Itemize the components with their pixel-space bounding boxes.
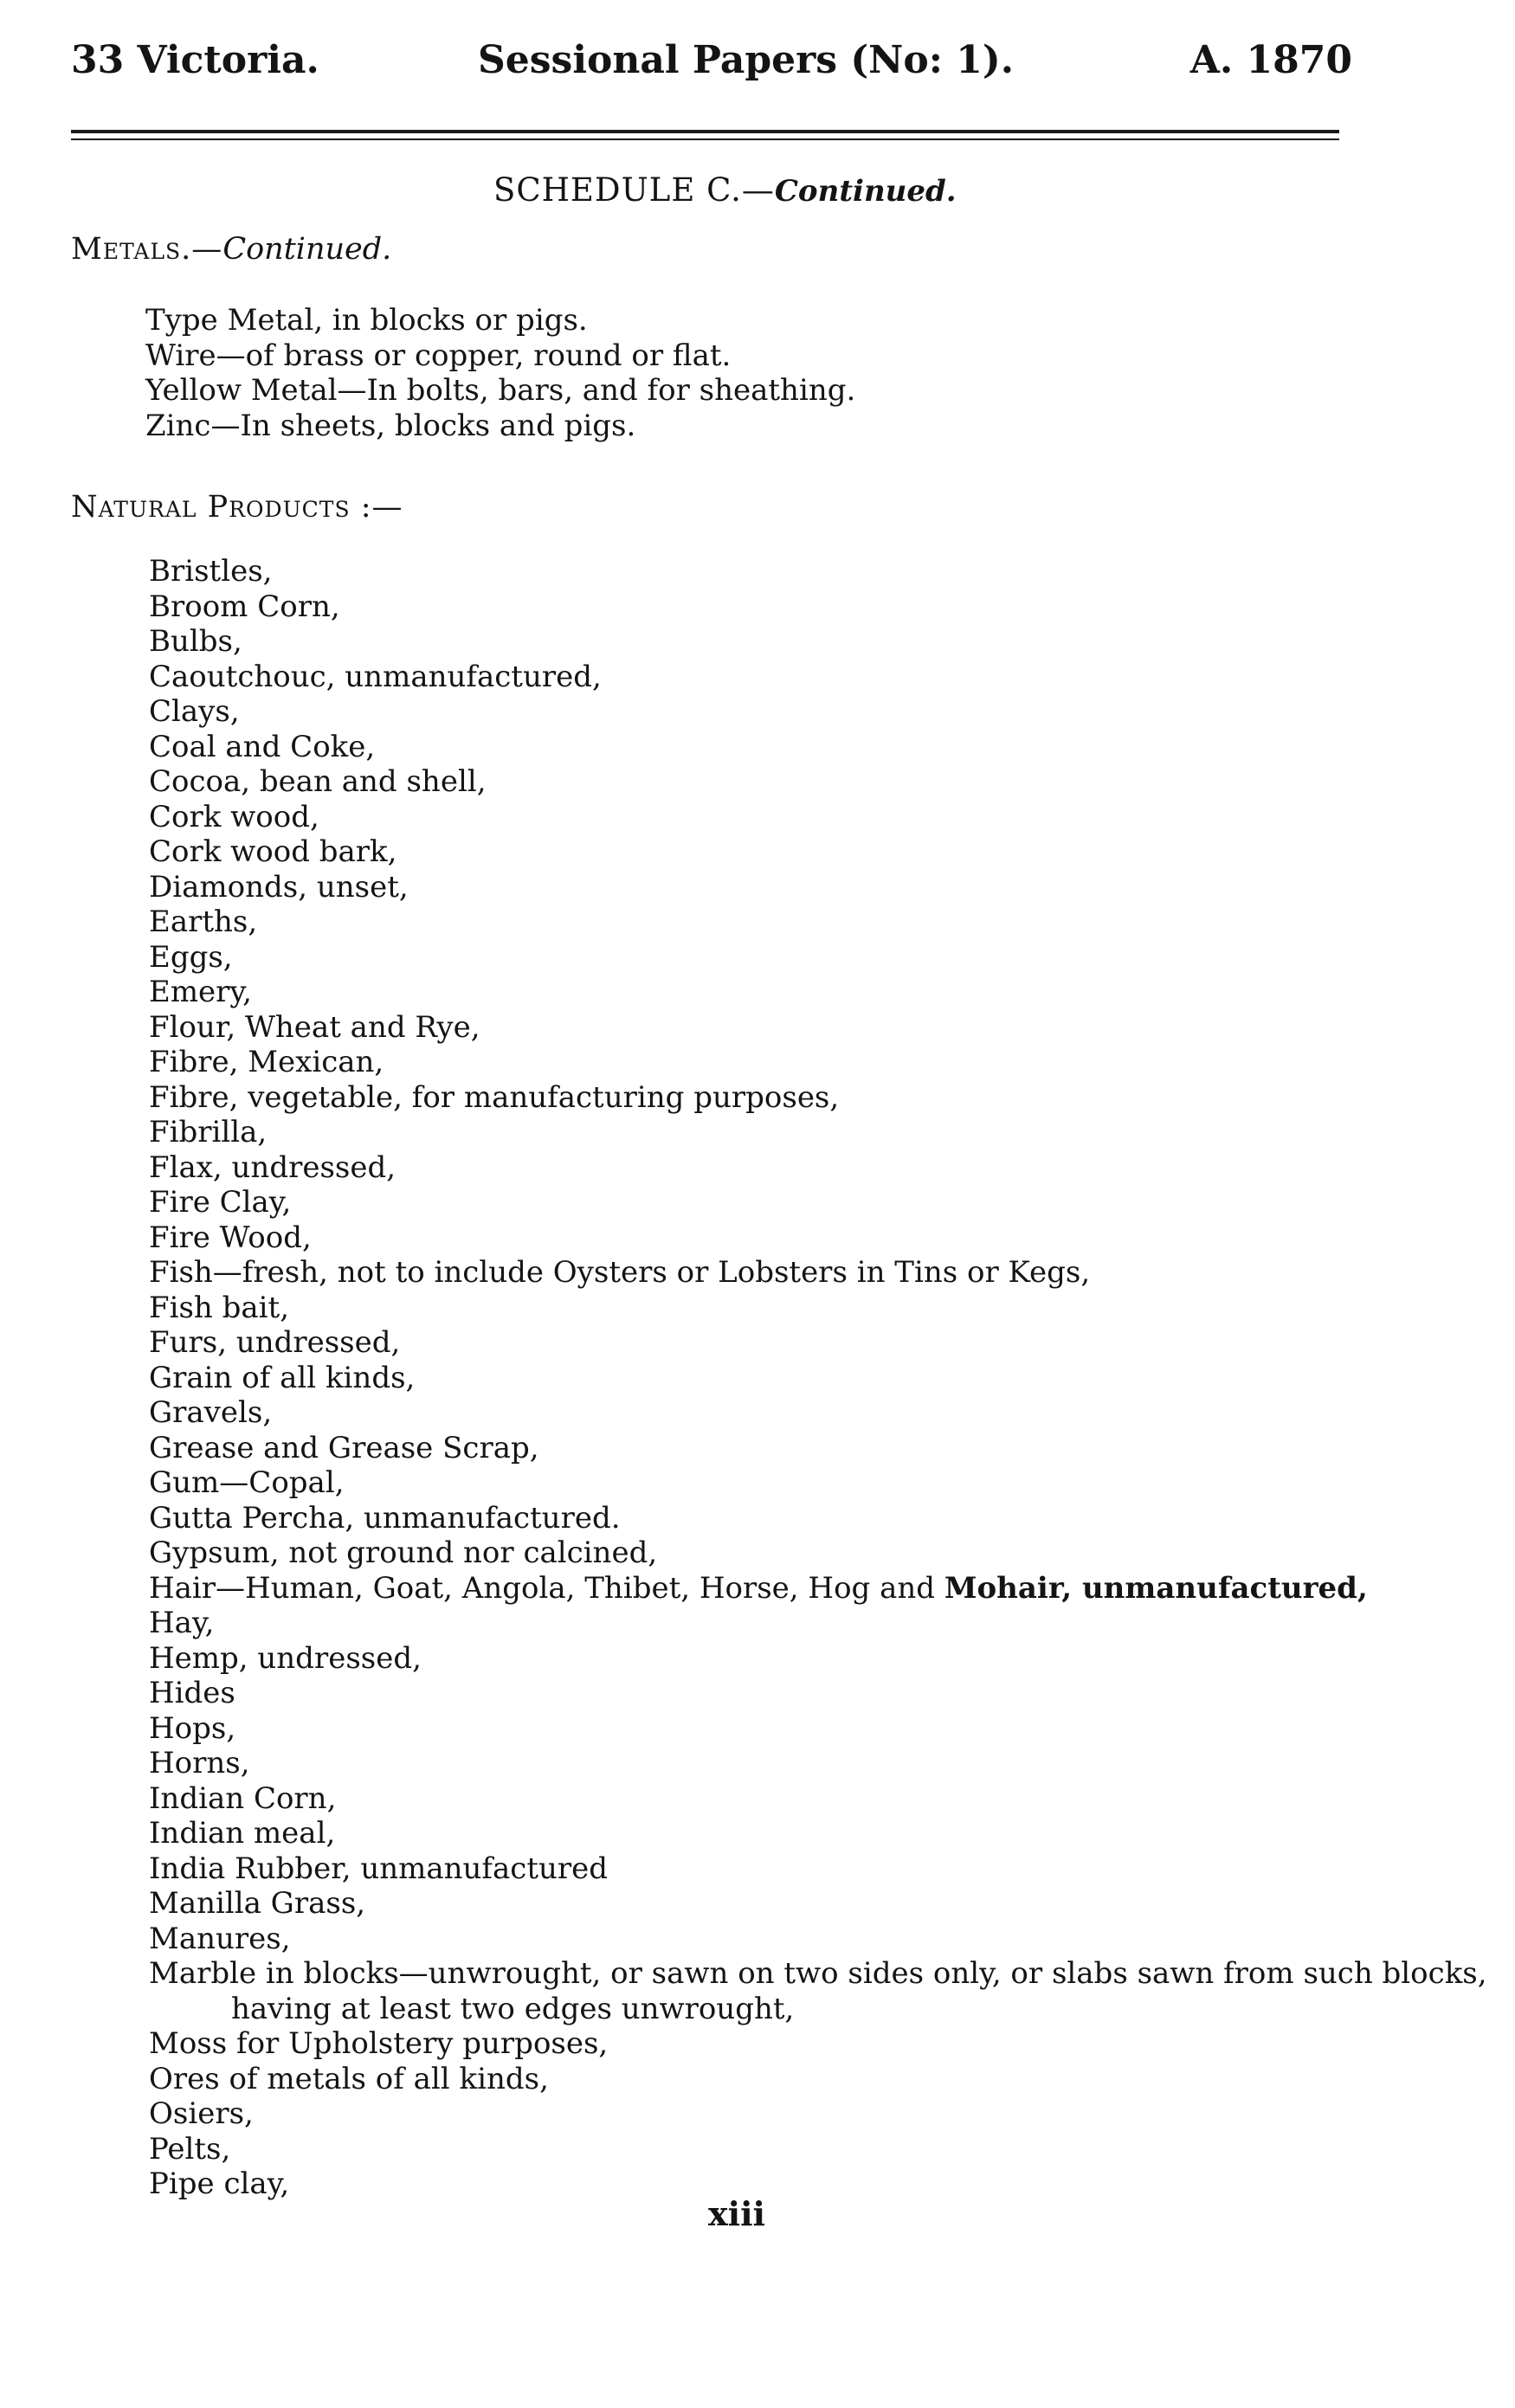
list-item: Gutta Percha, unmanufactured. xyxy=(149,1500,621,1536)
list-item: Grain of all kinds, xyxy=(149,1360,416,1395)
list-item: Gravels, xyxy=(149,1395,273,1430)
list-item: India Rubber, unmanufactured xyxy=(149,1851,609,1886)
metals-heading-label: Metals.— xyxy=(71,232,223,267)
list-item: Type Metal, in blocks or pigs. xyxy=(145,303,588,338)
list-item: Pelts, xyxy=(149,2131,231,2167)
section-heading-metals xyxy=(71,232,391,267)
list-item: Manures, xyxy=(149,1921,291,1956)
schedule-title-main: SCHEDULE C.— xyxy=(493,171,775,209)
list-item: Fish bait, xyxy=(149,1290,289,1325)
list-item: Pipe clay, xyxy=(149,2167,290,2201)
list-item: Fire Wood, xyxy=(149,1220,312,1255)
page-number: xiii xyxy=(708,2194,765,2233)
hair-item-bold-tail: Mohair, unmanufactured, xyxy=(944,1570,1368,1606)
metals-list xyxy=(145,303,855,443)
list-item: Hemp, undressed, xyxy=(149,1640,422,1676)
list-item: Yellow Metal—In bolts, bars, and for sheathing. xyxy=(145,373,856,408)
list-item: Zinc—In sheets, blocks and pigs. xyxy=(145,408,636,443)
list-item-continuation: having at least two edges unwrought, xyxy=(231,1991,795,2026)
list-item: Indian Corn, xyxy=(149,1780,337,1816)
list-item: Clays, xyxy=(149,694,240,729)
list-item: Cork wood, xyxy=(149,799,319,834)
list-item: Diamonds, unset, xyxy=(149,869,409,905)
list-item: Fire Clay, xyxy=(149,1185,292,1220)
list-item: Bulbs, xyxy=(149,624,242,659)
list-item: Hops, xyxy=(149,1710,236,1746)
list-item: Moss for Upholstery purposes, xyxy=(149,2026,609,2061)
list-item: Earths, xyxy=(149,905,258,939)
header-year: A. 1870 xyxy=(1189,38,1352,82)
list-item: Eggs, xyxy=(149,939,233,975)
list-item: Broom Corn, xyxy=(149,589,340,624)
header-rule-thin xyxy=(71,138,1339,140)
natural-products-heading-label: Natural Products :— xyxy=(71,490,403,525)
section-heading-natural-products xyxy=(71,490,403,525)
list-item: Ores of metals of all kinds, xyxy=(149,2061,549,2096)
schedule-title-continued: Continued. xyxy=(774,174,957,209)
natural-products-list xyxy=(149,554,1487,2202)
list-item: Fibrilla, xyxy=(149,1115,268,1149)
list-item: Bristles, xyxy=(149,554,273,589)
list-item: Indian meal, xyxy=(149,1816,336,1851)
list-item: Fibre, Mexican, xyxy=(149,1045,384,1079)
list-item: Marble in blocks—unwrought, or sawn on two sides only, or slabs sawn from such blocks, xyxy=(149,1956,1487,1991)
hair-item-text: Hair—Human, Goat, Angola, Thibet, Horse, Hog and xyxy=(149,1570,944,1606)
list-item: Fibre, vegetable, for manufacturing purposes, xyxy=(149,1079,840,1115)
list-item: Coal and Coke, xyxy=(149,729,376,764)
list-item: Manilla Grass, xyxy=(149,1886,366,1921)
list-item: Grease and Grease Scrap, xyxy=(149,1430,539,1465)
header-rule-thick xyxy=(71,130,1339,133)
list-item: Hay, xyxy=(149,1606,215,1640)
list-item: Osiers, xyxy=(149,2096,254,2131)
list-item: Hides xyxy=(149,1676,235,1710)
list-item: Cork wood bark, xyxy=(149,834,397,869)
metals-heading-continued: Continued. xyxy=(222,232,392,267)
list-item: Emery, xyxy=(149,975,252,1009)
list-item: Gum—Copal, xyxy=(149,1465,345,1500)
list-item: Fish—fresh, not to include Oysters or Lobsters in Tins or Kegs, xyxy=(149,1255,1091,1290)
list-item: Wire—of brass or copper, round or flat. xyxy=(145,338,732,373)
list-item: Horns, xyxy=(149,1746,250,1780)
list-item: Caoutchouc, unmanufactured, xyxy=(149,659,602,694)
list-item: Furs, undressed, xyxy=(149,1325,401,1360)
header-title: Sessional Papers (No: 1). xyxy=(478,38,1015,82)
header-session: 33 Victoria. xyxy=(71,38,319,82)
list-item: Gypsum, not ground nor calcined, xyxy=(149,1536,658,1570)
schedule-title xyxy=(493,171,957,209)
list-item-hair xyxy=(149,1571,1487,1606)
list-item: Cocoa, bean and shell, xyxy=(149,764,487,799)
list-item: Flour, Wheat and Rye, xyxy=(149,1009,480,1045)
list-item: Flax, undressed, xyxy=(149,1149,396,1185)
page-header xyxy=(71,38,1352,99)
